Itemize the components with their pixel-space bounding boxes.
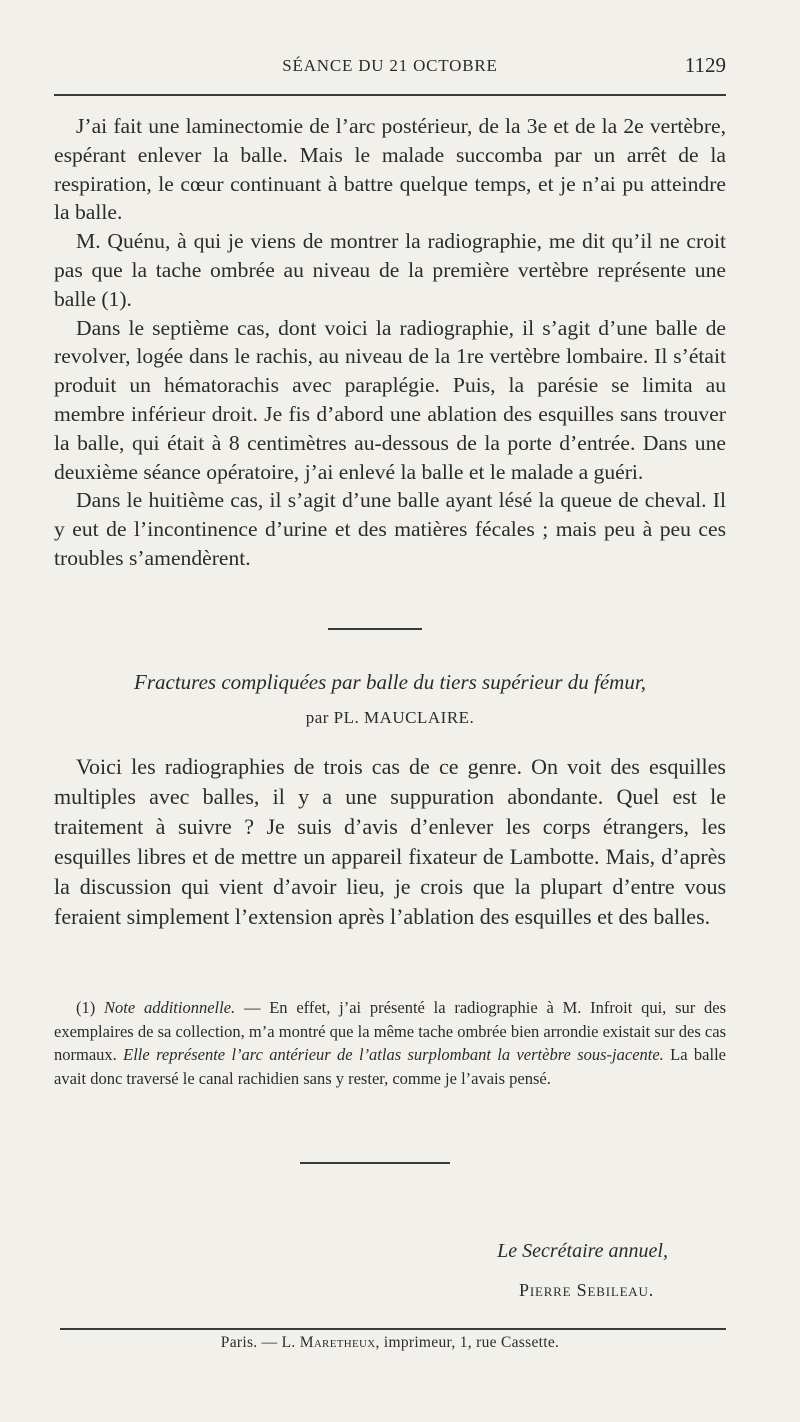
footnote-marker: (1)	[76, 998, 96, 1017]
paragraph-4: Dans le huitième cas, il s’agit d’une balle ayant lésé la queue de cheval. Il y eut de l’incontinence d’urine et des matières fécales ; mais peu à peu ces troubles s’amendèrent.	[54, 488, 726, 570]
printer-imprint	[54, 1334, 726, 1352]
footnote-text-3: La balle avait donc traversé le canal rachidien sans y rester, comme je l’avais pensé.	[54, 1045, 726, 1088]
section-separator	[328, 628, 422, 630]
article-byline: par PL. MAUCLAIRE.	[305, 708, 475, 727]
page-number: 1129	[684, 53, 726, 77]
signature-name: Pierre Sebileau.	[519, 1280, 654, 1300]
article-text	[54, 752, 726, 932]
page-header	[54, 52, 726, 78]
footnote-paragraph	[54, 996, 726, 1090]
paragraph-2: M. Quénu, à qui je viens de montrer la radiographie, me dit qu’il ne croit pas que la tache ombrée au niveau de la première vertèbre représente une balle (1).	[54, 229, 726, 311]
footnote-text-1: — En effet, j’ai présenté la radiographie à M. Infroit qui, sur des exemplaires de sa collection, m’a montré que la même tache ombrée bien arrondie existait sur des cas normaux.	[54, 998, 727, 1064]
imprint-city: Paris. — L.	[220, 1334, 300, 1351]
paragraph-1: J’ai fait une laminectomie de l’arc postérieur, de la 3e et de la 2e vertèbre, espérant enlever la balle. Mais le malade succomba par un arrêt de la respiration, le cœur continuant à battre quelque temps, et je n’ai pu atteindre la balle.	[54, 114, 726, 225]
article-title: Fractures compliquées par balle du tiers supérieur du fémur,	[134, 670, 646, 694]
running-title: SÉANCE DU 21 OCTOBRE	[282, 56, 498, 75]
imprint-printer: Maretheux	[299, 1334, 376, 1351]
body-text	[54, 112, 726, 573]
article-paragraph: Voici les radiographies de trois cas de ce genre. On voit des esquilles multiples avec balles, il y a une suppuration abondante. Quel est le traitement à suivre ? Je suis d’avis d’enlever les corps étrangers, les esquilles libres et de mettre un appareil fixateur de Lambotte. Mais, d’après la discussion qui vient d’avoir lieu, je crois que la plupart d’entre vous feraient simplement l’extension après l’ablation des esquilles et des balles.	[54, 754, 726, 929]
end-separator	[300, 1162, 450, 1164]
footer-rule	[60, 1328, 726, 1330]
signature-title: Le Secrétaire annuel,	[497, 1240, 668, 1262]
footnote-italic: Elle représente l’arc antérieur de l’atlas surplombant la vertèbre sous-jacente.	[123, 1045, 664, 1064]
footnote-label: Note additionnelle.	[104, 998, 236, 1017]
footnote	[54, 996, 726, 1090]
imprint-address: , imprimeur, 1, rue Cassette.	[375, 1334, 560, 1351]
header-rule	[54, 94, 726, 96]
paragraph-3: Dans le septième cas, dont voici la radiographie, il s’agit d’une balle de revolver, logée dans le rachis, au niveau de la 1re vertèbre lombaire. Il s’était produit un hématorachis avec paraplégie. Puis, la parésie se limita au membre inférieur droit. Je fis d’abord une ablation des esquilles sans trouver la balle, qui était à 8 centimètres au-dessous de la porte d’entrée. Dans une deuxième séance opératoire, j’ai enlevé la balle et le malade a guéri.	[54, 315, 726, 484]
